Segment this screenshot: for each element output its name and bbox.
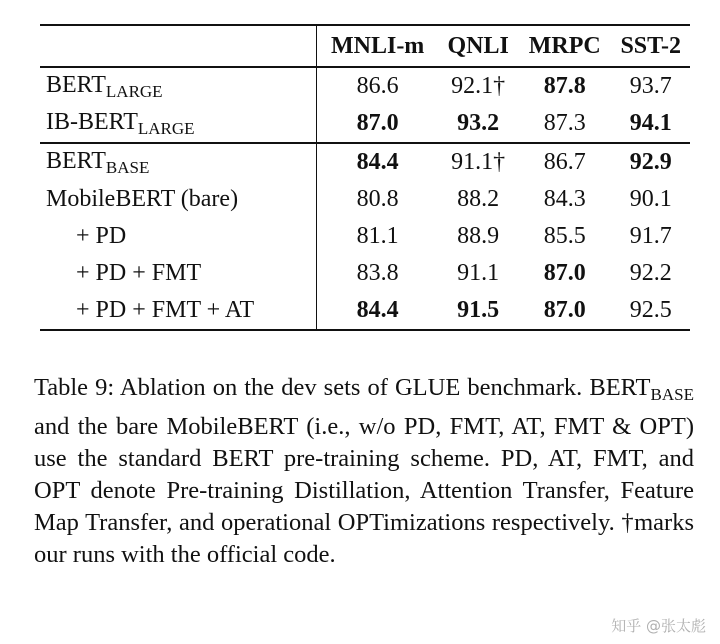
score-cell: 90.1 <box>629 186 672 212</box>
score-cell: 81.1 <box>356 223 399 249</box>
model-name: + PD <box>76 223 127 249</box>
score-cell: 88.9 <box>457 223 500 249</box>
model-name: BERT <box>46 71 106 98</box>
table-caption <box>34 372 694 571</box>
score-cell: 86.6 <box>356 73 399 99</box>
score-cell: 87.8 <box>543 73 586 99</box>
score-cell: 87.3 <box>543 110 586 136</box>
table-row <box>40 105 690 143</box>
header-mrpc: MRPC <box>528 32 601 59</box>
table-row <box>40 143 690 181</box>
score-cell: 91.1 <box>457 260 500 286</box>
score-cell: 92.5 <box>629 297 672 323</box>
score-cell: 87.0 <box>543 260 586 286</box>
score-cell: 88.2 <box>457 186 500 212</box>
score-cell: 87.0 <box>543 297 586 323</box>
score-cell: 93.7 <box>629 73 672 99</box>
model-name: + PD + FMT + AT <box>76 297 255 323</box>
score-cell: 84.3 <box>543 186 586 212</box>
header-qnli: QNLI <box>447 32 509 59</box>
score-cell: 84.4 <box>356 297 399 323</box>
score-cell: 87.0 <box>356 110 399 136</box>
watermark: 知乎 @张太彪 <box>611 617 706 635</box>
caption-bert: BERT <box>589 374 651 401</box>
model-name-cell <box>40 143 317 181</box>
score-cell: 92.9 <box>629 149 672 175</box>
score-cell: 94.1 <box>629 110 672 136</box>
score-cell: 92.1† <box>451 73 506 99</box>
table-row <box>40 292 690 330</box>
table-header-row <box>40 25 690 67</box>
score-cell: 84.4 <box>356 149 399 175</box>
model-name: BERT <box>46 147 106 174</box>
score-cell: 91.7 <box>629 223 672 249</box>
model-size-subscript: LARGE <box>105 81 163 101</box>
header-sst2: SST-2 <box>620 32 681 59</box>
ablation-table <box>40 24 690 331</box>
model-name-cell <box>40 218 317 255</box>
model-size-subscript: BASE <box>105 157 150 177</box>
score-cell: 91.1† <box>451 149 506 175</box>
ablation-table-container <box>40 24 690 331</box>
table-group-base <box>40 143 690 330</box>
table-group-large <box>40 67 690 143</box>
model-name: IB-BERT <box>46 108 138 135</box>
model-name-cell <box>40 105 317 143</box>
score-cell: 92.2 <box>629 260 672 286</box>
table-row <box>40 67 690 105</box>
table-row <box>40 218 690 255</box>
model-name: MobileBERT (bare) <box>46 186 239 212</box>
caption-part1: Table 9: Ablation on the dev sets of GLUE benchmark. <box>34 374 583 401</box>
model-name-cell <box>40 255 317 292</box>
model-name-cell <box>40 292 317 330</box>
header-model <box>40 25 317 67</box>
score-cell: 86.7 <box>543 149 586 175</box>
score-cell: 80.8 <box>356 186 399 212</box>
model-name-cell <box>40 67 317 105</box>
score-cell: 91.5 <box>457 297 500 323</box>
table-row <box>40 181 690 218</box>
header-mnli: MNLI-m <box>330 32 425 59</box>
score-cell: 85.5 <box>543 223 586 249</box>
score-cell: 83.8 <box>356 260 399 286</box>
model-name-cell <box>40 181 317 218</box>
caption-base-sub: BASE <box>650 385 694 404</box>
table-row <box>40 255 690 292</box>
model-size-subscript: LARGE <box>137 118 195 138</box>
model-name: + PD + FMT <box>76 260 202 286</box>
score-cell: 93.2 <box>457 110 500 136</box>
caption-part2: and the bare MobileBERT (i.e., w/o PD, FMT, AT, FMT & OPT) use the standard BERT pre-training scheme. PD, AT, FMT, and OPT denote Pre-training Distillation, Attention Transfer, Feature Map Transfer, and operational OPTimizations respectively. †marks our runs with the official code. <box>34 413 694 568</box>
